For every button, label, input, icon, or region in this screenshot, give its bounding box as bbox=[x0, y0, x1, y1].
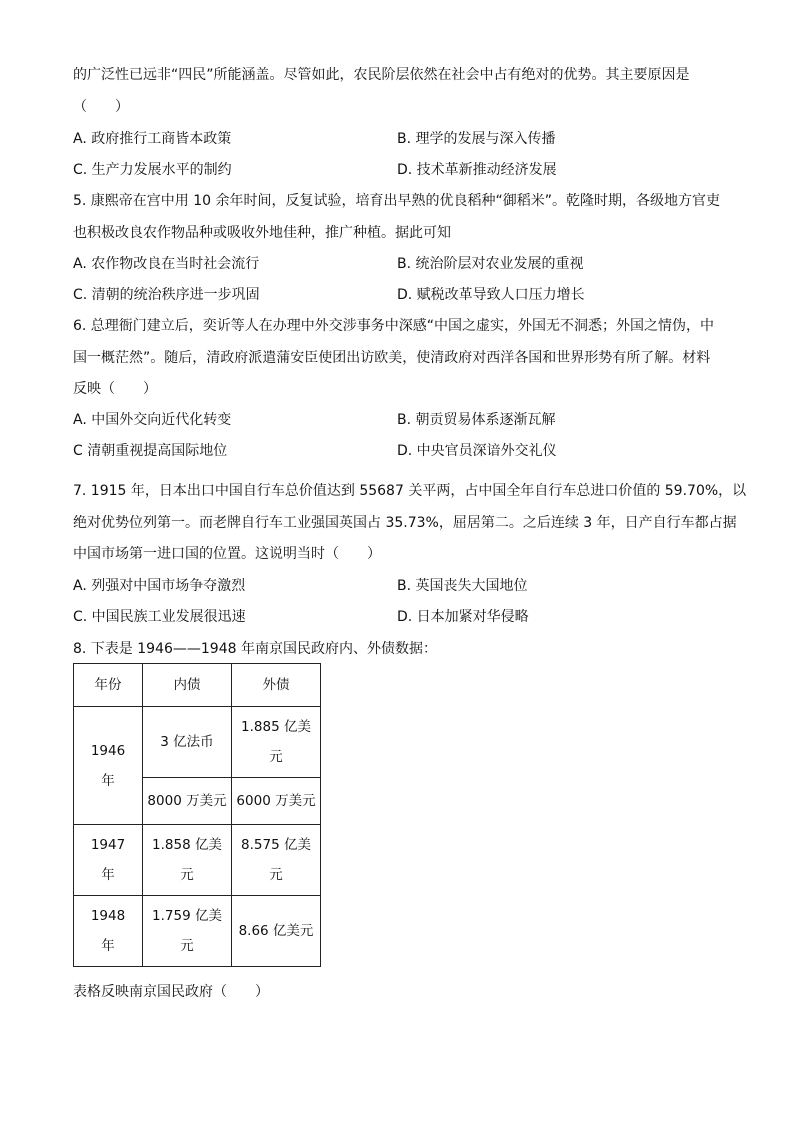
cell-1946-internal-1: 3 亿法币 bbox=[143, 707, 232, 778]
table-header-row bbox=[74, 664, 321, 707]
q5-option-a: A. 农作物改良在当时社会流行 bbox=[73, 256, 260, 272]
q4-option-d: D. 技术革新推动经济发展 bbox=[397, 162, 557, 178]
q5-option-c: C. 清朝的统治秩序进一步巩固 bbox=[73, 287, 260, 303]
year-number: 1946 bbox=[90, 742, 126, 759]
cell-text: 8.575 亿美 bbox=[241, 837, 311, 853]
q4-stem-line2: （ ） bbox=[73, 99, 129, 115]
header-year: 年份 bbox=[74, 664, 143, 707]
cell-text: 1.885 亿美 bbox=[241, 719, 311, 735]
year-number: 1947 bbox=[90, 837, 126, 853]
q8-stem: 8. 下表是 1946——1948 年南京国民政府内、外债数据： bbox=[73, 641, 437, 657]
q6-option-b: B. 朝贡贸易体系逐渐瓦解 bbox=[397, 412, 556, 428]
q4-option-a: A. 政府推行工商皆本政策 bbox=[73, 131, 232, 147]
q4-option-b: B. 理学的发展与深入传播 bbox=[397, 131, 556, 147]
q5-stem-line1: 5. 康熙帝在宫中用 10 余年时间，反复试验，培育出早熟的优良稻种“御稻米”。乾隆时期，各级地方官吏 bbox=[73, 193, 721, 209]
q5-option-d: D. 赋税改革导致人口压力增长 bbox=[397, 287, 585, 303]
q5-stem-line2: 也积极改良农作物品种或吸收外地佳种，推广种植。据此可知 bbox=[73, 225, 451, 241]
cell-text: 元 bbox=[269, 867, 283, 883]
q7-stem-line3: 中国市场第一进口国的位置。这说明当时（ ） bbox=[73, 546, 381, 562]
cell-year-1948 bbox=[74, 896, 143, 967]
table-row bbox=[74, 896, 321, 967]
q7-option-b: B. 英国丧失大国地位 bbox=[397, 578, 528, 594]
header-internal: 内债 bbox=[143, 664, 232, 707]
cell-1948-internal bbox=[143, 896, 232, 967]
year-number: 1948 bbox=[90, 908, 126, 924]
cell-1946-external-2: 6000 万美元 bbox=[232, 778, 321, 825]
cell-text: 1.759 亿美 bbox=[152, 908, 222, 924]
table-row bbox=[74, 825, 321, 896]
q4-option-c: C. 生产力发展水平的制约 bbox=[73, 162, 232, 178]
q6-stem-line1: 6. 总理衙门建立后，奕䜣等人在办理中外交涉事务中深感“中国之虚实，外国无不洞悉；外国之情伪，中 bbox=[73, 318, 715, 334]
q6-stem-line3: 反映（ ） bbox=[73, 381, 157, 397]
cell-text: 元 bbox=[269, 749, 283, 765]
cell-year-1947 bbox=[74, 825, 143, 896]
year-unit: 年 bbox=[101, 867, 115, 883]
table-row bbox=[74, 707, 321, 778]
header-external: 外债 bbox=[232, 664, 321, 707]
year-unit: 年 bbox=[101, 772, 115, 789]
debt-table bbox=[73, 663, 321, 967]
q6-option-d: D. 中央官员深谙外交礼仪 bbox=[397, 443, 557, 459]
q6-stem-line2: 国一概茫然”。随后，清政府派遣蒲安臣使团出访欧美，使清政府对西洋各国和世界形势有所了解。材料 bbox=[73, 350, 711, 366]
q5-option-b: B. 统治阶层对农业发展的重视 bbox=[397, 256, 584, 272]
cell-text: 元 bbox=[180, 867, 194, 883]
cell-year-1946 bbox=[74, 707, 143, 825]
cell-text: 元 bbox=[180, 938, 194, 954]
q4-stem-line1: 的广泛性已远非“四民”所能涵盖。尽管如此，农民阶层依然在社会中占有绝对的优势。其主要原因是 bbox=[73, 67, 690, 83]
q7-option-a: A. 列强对中国市场争夺激烈 bbox=[73, 578, 246, 594]
q7-stem-line2: 绝对优势位列第一。而老牌自行车工业强国英国占 35.73%，屈居第二。之后连续 3 年，日产自行车都占据 bbox=[73, 515, 737, 531]
cell-1947-external bbox=[232, 825, 321, 896]
q7-stem-line1: 7. 1915 年，日本出口中国自行车总价值达到 55687 关平两，占中国全年自行车总进口价值的 59.70%，以 bbox=[73, 483, 747, 499]
cell-1946-internal-2: 8000 万美元 bbox=[143, 778, 232, 825]
q8-question: 表格反映南京国民政府（ ） bbox=[73, 984, 269, 1000]
q7-option-c: C. 中国民族工业发展很迅速 bbox=[73, 609, 246, 625]
q7-option-d: D. 日本加紧对华侵略 bbox=[397, 609, 529, 625]
cell-text: 1.858 亿美 bbox=[152, 837, 222, 853]
cell-1946-external-1 bbox=[232, 707, 321, 778]
cell-1947-internal bbox=[143, 825, 232, 896]
q6-option-a: A. 中国外交向近代化转变 bbox=[73, 412, 232, 428]
cell-1948-external: 8.66 亿美元 bbox=[232, 896, 321, 967]
q6-option-c: C 清朝重视提高国际地位 bbox=[73, 443, 228, 459]
year-unit: 年 bbox=[101, 938, 115, 954]
